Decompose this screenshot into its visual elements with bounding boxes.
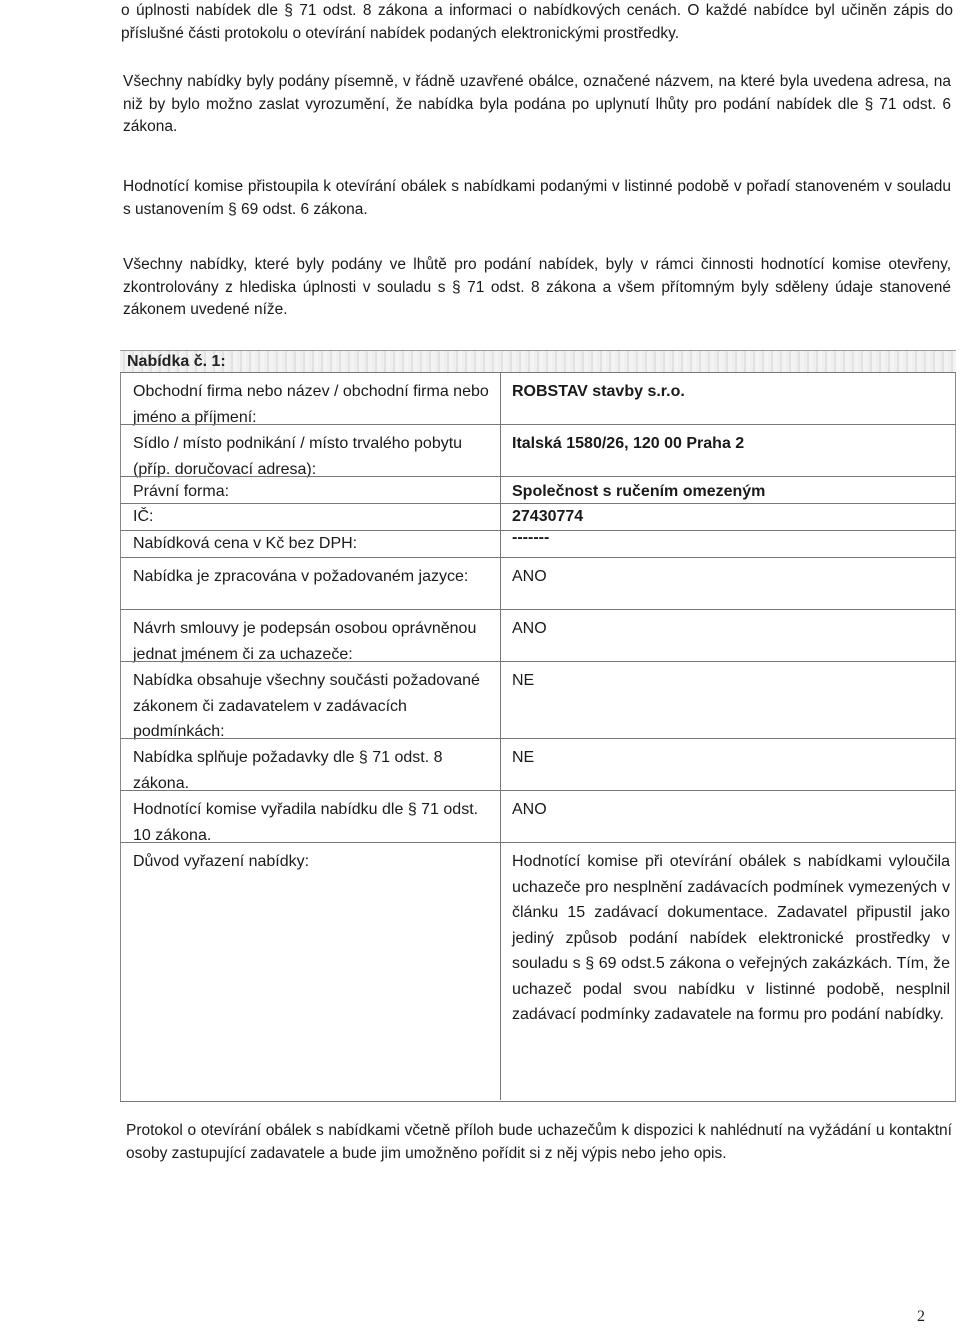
row-value-ic: 27430774 <box>512 508 584 525</box>
page-number: 2 <box>917 1308 925 1325</box>
offer-table <box>120 372 956 1100</box>
row-value-requirements: NE <box>512 749 535 766</box>
row-label-address: Sídlo / místo podnikání / místo trvalého pobytu (příp. doručovací adresa): <box>133 435 463 478</box>
table-row <box>120 661 956 738</box>
paragraph-protocol-availability: Protokol o otevírání obálek s nabídkami včetně příloh bude uchazečům k dispozici k nahlédnutí na vyžádání u kontaktní osoby zastupující zadavatele a bude jim umožněno pořídit si z něj výpis nebo jeho opis. <box>126 1122 952 1162</box>
row-value-contract-signed: ANO <box>512 620 547 637</box>
row-label-contract-signed: Návrh smlouvy je podepsán osobou oprávněnou jednat jménem či za uchazeče: <box>133 620 477 663</box>
offer-header-title: Nabídka č. 1: <box>127 353 226 370</box>
row-label-requirements: Nabídka splňuje požadavky dle § 71 odst. 8 zákona. <box>133 749 443 792</box>
row-label-company: Obchodní firma nebo název / obchodní firma nebo jméno a příjmení: <box>133 383 489 426</box>
row-value-company: ROBSTAV stavby s.r.o. <box>512 383 685 400</box>
row-value-legal-form: Společnost s ručením omezeným <box>512 483 766 500</box>
row-label-price: Nabídková cena v Kč bez DPH: <box>133 535 358 552</box>
table-row <box>120 530 956 557</box>
row-label-all-parts: Nabídka obsahuje všechny součásti požadované zákonem či zadavatelem v zadávacích podmínkách: <box>133 672 480 740</box>
table-row <box>120 557 956 609</box>
row-value-reason: Hodnotící komise při otevírání obálek s nabídkami vyloučila uchazeče pro nesplnění zadávacích podmínek vymezených v článku 15 zadávací dokumentace. Zadavatel připustil jako jediný způsob podání nabídek elektronické prostředky v souladu s § 69 odst.5 zákona o veřejných zakázkách. Tím, že uchazeč podal svou nabídku v listinné podobě, nesplnil zadávací podmínky zadavatele na formu pro podání nabídky. <box>512 853 950 1023</box>
row-label-ic: IČ: <box>133 508 154 525</box>
table-row <box>120 738 956 790</box>
row-value-all-parts: NE <box>512 672 535 689</box>
row-label-reason: Důvod vyřazení nabídky: <box>133 853 310 870</box>
paragraph-commission-opening: Hodnotící komise přistoupila k otevírání obálek s nabídkami podanými v listinné podobě v pořadí stanoveném v souladu s ustanovením § 69 odst. 6 zákona. <box>123 178 951 218</box>
row-label-excluded: Hodnotící komise vyřadila nabídku dle § 71 odst. 10 zákona. <box>133 801 479 844</box>
row-value-price: ------- <box>512 529 550 546</box>
paragraph-written-offers: Všechny nabídky byly podány písemně, v řádně uzavřené obálce, označené názvem, na které byla uvedena adresa, na niž by bylo možno zaslat vyrozumění, že nabídka byla podána po uplynutí lhůty pro podání nabídek dle § 71 odst. 6 zákona. <box>123 73 951 135</box>
row-label-legal-form: Právní forma: <box>133 483 230 500</box>
table-row <box>120 476 956 503</box>
table-row <box>120 842 956 1100</box>
table-row <box>120 609 956 661</box>
row-label-language: Nabídka je zpracována v požadovaném jazyce: <box>133 568 469 585</box>
row-value-address: Italská 1580/26, 120 00 Praha 2 <box>512 435 745 452</box>
table-bottom-border <box>120 1101 956 1102</box>
table-row <box>120 424 956 476</box>
row-value-language: ANO <box>512 568 547 585</box>
offer-header-strip <box>120 350 956 373</box>
row-value-excluded: ANO <box>512 801 547 818</box>
paragraph-offers-checked: Všechny nabídky, které byly podány ve lhůtě pro podání nabídek, byly v rámci činnosti hodnotící komise otevřeny, zkontrolovány z hlediska úplnosti v souladu s § 71 odst. 8 zákona a všem přítomným byly sděleny údaje stanovené zákonem uvedené níže. <box>123 256 951 318</box>
paragraph-intro-continued: o úplnosti nabídek dle § 71 odst. 8 zákona a informaci o nabídkových cenách. O každé nabídce byl učiněn zápis do příslušné části protokolu o otevírání nabídek podaných elektronickými prostředky. <box>121 2 953 42</box>
table-row <box>120 372 956 424</box>
table-row <box>120 790 956 842</box>
